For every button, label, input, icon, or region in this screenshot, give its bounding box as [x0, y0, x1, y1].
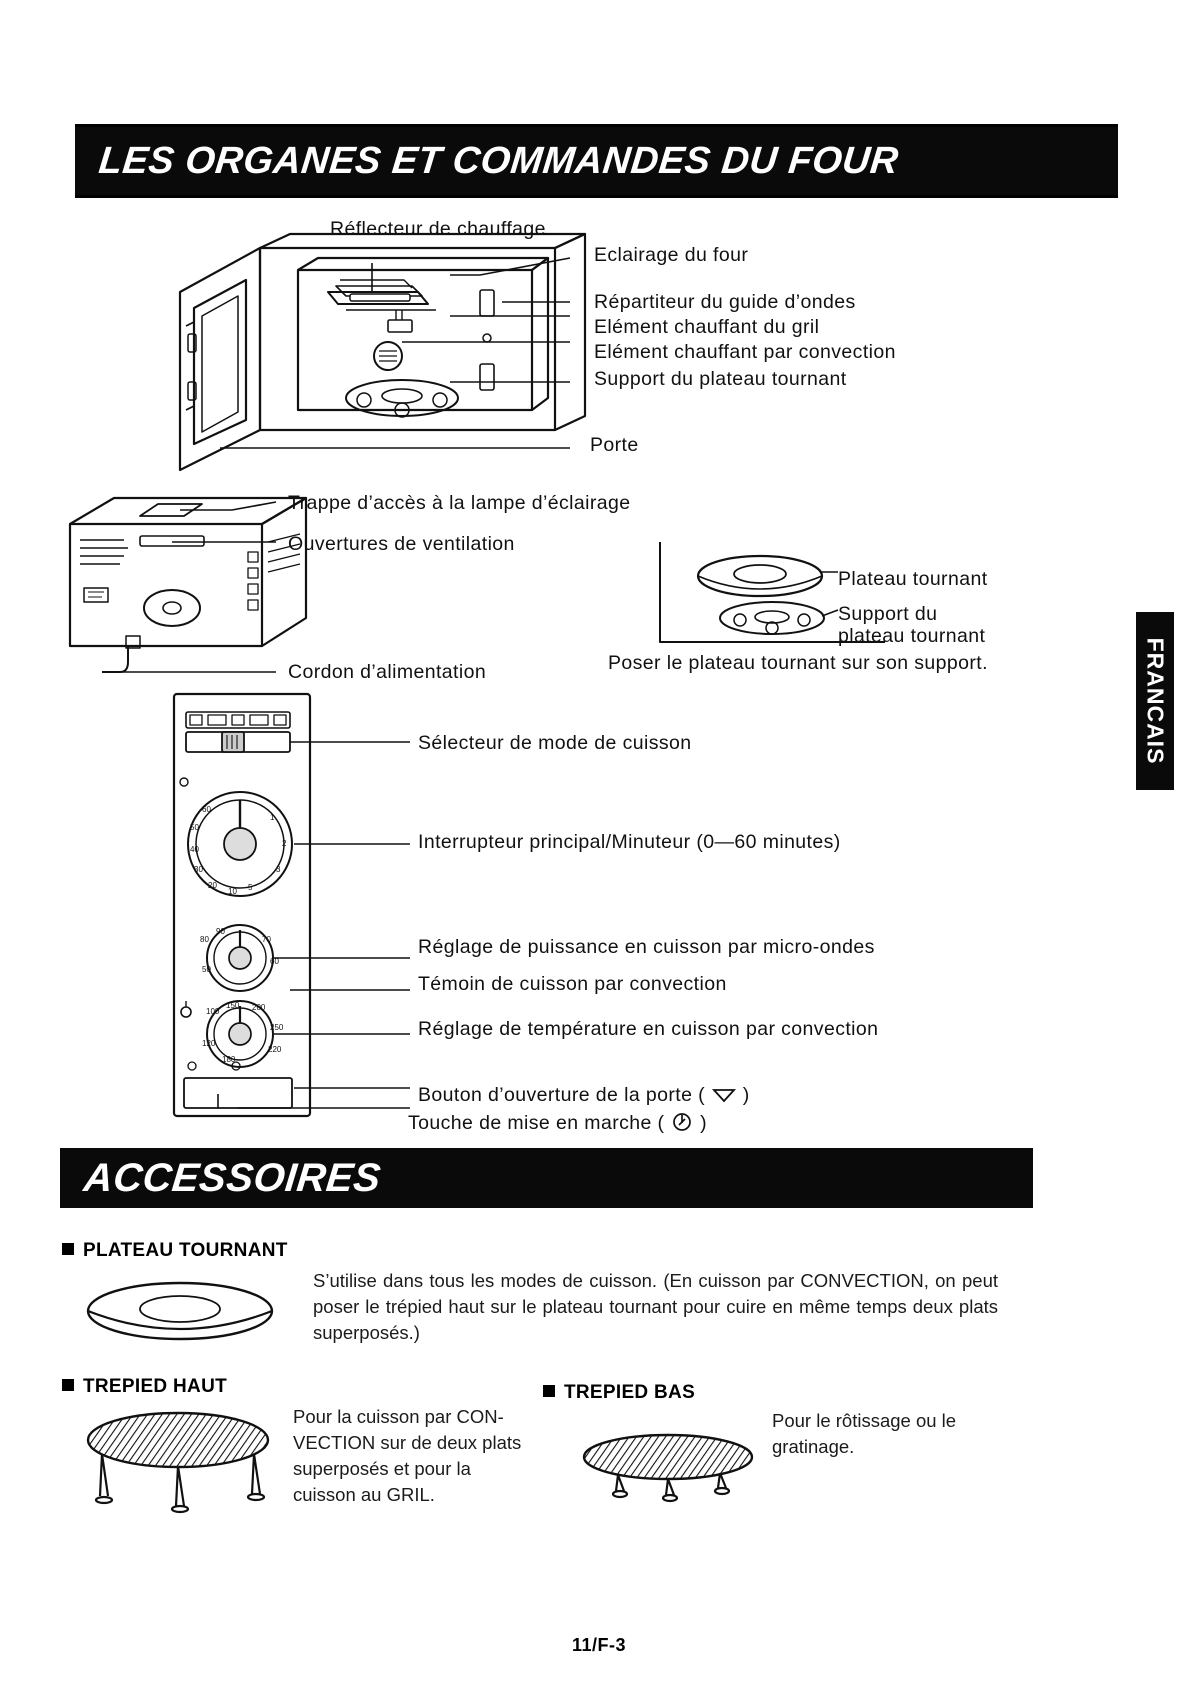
label-element-gril: Elément chauffant du gril: [594, 316, 820, 338]
oven-interior-svg: [150, 230, 620, 470]
language-tab-francais: [1136, 612, 1174, 790]
bouton-porte-text-post: ): [742, 1084, 750, 1106]
accessory-plateau-image: [80, 1275, 280, 1355]
label-eclairage: Eclairage du four: [594, 244, 749, 266]
section-banner-oven-parts: [75, 124, 1118, 198]
svg-text:70: 70: [262, 935, 271, 944]
accessory-trepied-haut-image: [78, 1408, 278, 1518]
bullet-square-icon: [62, 1379, 74, 1391]
label-reglage-temperature: Réglage de température en cuisson par convection: [418, 1018, 879, 1040]
touche-marche-text-pre: Touche de mise en marche (: [408, 1112, 665, 1134]
svg-text:180: 180: [222, 1055, 236, 1064]
start-icon: [670, 1112, 694, 1132]
svg-text:20: 20: [208, 881, 217, 890]
accessory-trepied-bas-text: Pour le rôtissage ou le gratinage.: [772, 1410, 957, 1457]
svg-text:40: 40: [190, 845, 199, 854]
svg-text:50: 50: [202, 965, 211, 974]
door-open-icon: [711, 1086, 737, 1104]
svg-text:120: 120: [202, 1039, 216, 1048]
svg-text:220: 220: [268, 1045, 282, 1054]
svg-text:1: 1: [270, 813, 275, 822]
bullet-square-icon: [62, 1243, 74, 1255]
label-reflecteur: Réflecteur de chauffage: [330, 218, 546, 240]
accessory-heading-plateau-label: PLATEAU TOURNANT: [83, 1240, 288, 1261]
svg-text:100: 100: [206, 1007, 220, 1016]
svg-text:30: 30: [194, 865, 203, 874]
accessory-heading-trepied-bas: [543, 1382, 695, 1404]
label-porte: Porte: [590, 434, 639, 456]
svg-text:90: 90: [216, 927, 225, 936]
svg-text:10: 10: [228, 887, 237, 896]
turntable-caption: Poser le plateau tournant sur son support.: [608, 652, 988, 674]
accessory-heading-trepied-haut: [62, 1376, 227, 1398]
label-trappe: Trappe d’accès à la lampe d’éclairage: [288, 492, 631, 514]
label-support-plateau: Support du plateau tournant: [594, 368, 847, 390]
svg-text:150: 150: [226, 1001, 240, 1010]
svg-text:60: 60: [202, 805, 211, 814]
label-selecteur-mode: Sélecteur de mode de cuisson: [418, 732, 692, 754]
oven-rear-svg: [62, 490, 332, 680]
label-support-line1: Support du: [838, 603, 938, 625]
oven-rear-diagram: [62, 490, 332, 680]
label-bouton-ouverture-porte: [418, 1084, 750, 1107]
page-number: 11/F-3: [571, 1635, 627, 1655]
oven-interior-diagram: [150, 230, 620, 470]
label-ouvertures: Ouvertures de ventilation: [288, 533, 515, 555]
section-banner-accessories: [60, 1148, 1033, 1208]
accessory-trepied-haut-text: Pour la cuisson par CON-VECTION sur de deux plats superposés et pour la cuisson au GRIL.: [293, 1406, 522, 1505]
bouton-porte-text-pre: Bouton d’ouverture de la porte (: [418, 1084, 706, 1106]
label-cordon: Cordon d’alimentation: [288, 661, 487, 683]
label-touche-mise-en-marche: [408, 1112, 707, 1135]
control-panel-svg: [170, 690, 430, 1120]
label-interrupteur-minuteur: Interrupteur principal/Minuteur (0—60 minutes): [418, 831, 841, 853]
accessory-heading-plateau: [62, 1240, 288, 1262]
touche-marche-text-post: ): [700, 1112, 707, 1134]
svg-text:5: 5: [248, 883, 253, 892]
accessory-heading-trepied-bas-label: TREPIED BAS: [564, 1382, 696, 1403]
svg-text:2: 2: [282, 839, 287, 848]
svg-text:60: 60: [270, 957, 279, 966]
control-panel-diagram: [170, 690, 430, 1120]
label-repartiteur: Répartiteur du guide d’ondes: [594, 291, 856, 313]
accessory-trepied-bas-image: [578, 1425, 758, 1515]
accessory-heading-trepied-haut-label: TREPIED HAUT: [83, 1376, 227, 1397]
svg-text:80: 80: [200, 935, 209, 944]
svg-text:50: 50: [190, 823, 199, 832]
label-element-convection: Elément chauffant par convection: [594, 341, 896, 363]
language-tab-label: FRANCAIS: [1142, 637, 1169, 765]
accessory-plateau-text: S’utilise dans tous les modes de cuisson. (En cuisson par CONVECTION, on peut poser le trépied haut sur le plateau tournant pour cuire en même temps deux plats superposés.): [313, 1270, 998, 1343]
label-support-line2: plateau tournant: [838, 625, 986, 647]
svg-text:3: 3: [276, 865, 281, 874]
svg-text:200: 200: [252, 1003, 266, 1012]
label-temoin-convection: Témoin de cuisson par convection: [418, 973, 727, 995]
section-title-accessories: ACCESSOIRES: [81, 1155, 384, 1200]
bullet-square-icon: [543, 1385, 555, 1397]
section-title-oven-parts: LES ORGANES ET COMMANDES DU FOUR: [96, 139, 901, 182]
svg-text:250: 250: [270, 1023, 284, 1032]
label-reglage-puissance: Réglage de puissance en cuisson par micro-ondes: [418, 936, 875, 958]
label-plateau-tournant: Plateau tournant: [838, 568, 988, 590]
